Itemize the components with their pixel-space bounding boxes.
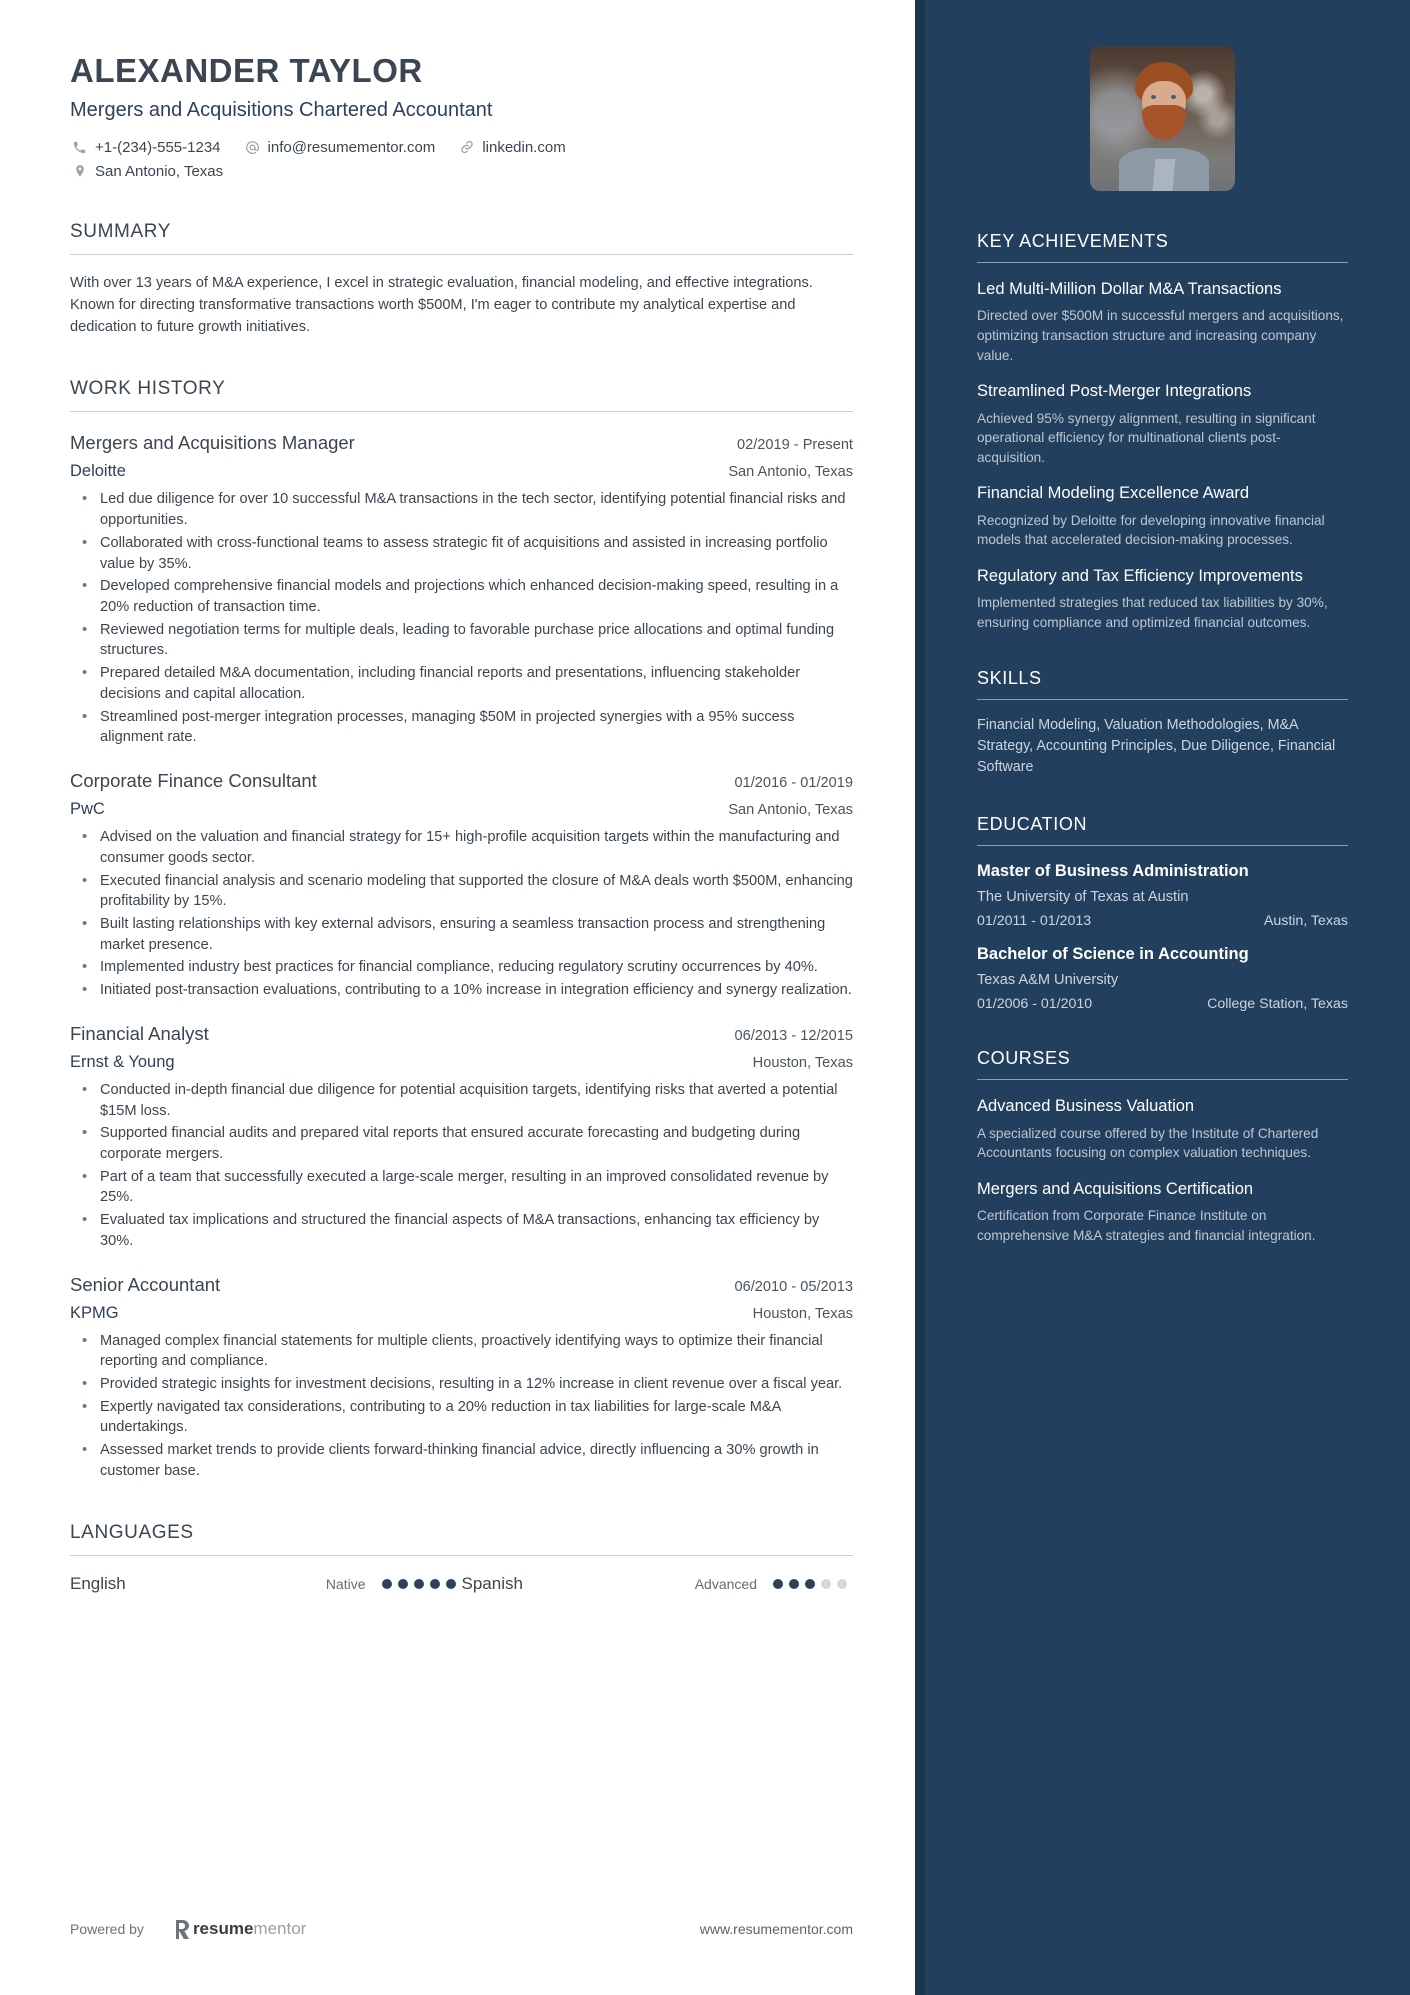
candidate-job-title: Mergers and Acquisitions Chartered Accountant [70, 98, 493, 121]
course-item [977, 1179, 1348, 1246]
proficiency-dot [398, 1579, 408, 1589]
achievement-item [977, 566, 1348, 633]
key-achievements-title: KEY ACHIEVEMENTS [977, 231, 1348, 263]
education-meta [977, 996, 1348, 1012]
education-location: College Station, Texas [1207, 996, 1348, 1013]
achievement-title: Streamlined Post-Merger Integrations [977, 382, 1252, 401]
education-dates: 01/2006 - 01/2010 [977, 996, 1093, 1013]
education-location: Austin, Texas [1263, 912, 1348, 929]
job-bullets [70, 489, 853, 748]
link-icon [457, 138, 476, 157]
proficiency-dot [821, 1579, 831, 1589]
achievement-description: Implemented strategies that reduced tax liabilities by 30%, ensuring compliance and optimized financial outcomes. [977, 595, 1328, 630]
job-entry [70, 1274, 853, 1482]
key-achievements-list [977, 279, 1348, 632]
candidate-name: ALEXANDER TAYLOR [70, 52, 423, 89]
powered-by-label: Powered by [70, 1921, 144, 1937]
contact-phone[interactable] [70, 138, 221, 157]
education-school: Texas A&M University [977, 972, 1119, 989]
job-bullet: • Evaluated tax implications and structured the financial aspects of M&A transactions, enhancing tax efficiency by 30%. [70, 1210, 853, 1251]
language-proficiency-dots [382, 1579, 462, 1589]
courses-section [977, 1048, 1348, 1245]
job-bullet: • Streamlined post-merger integration processes, managing $50M in projected synergies with a 95% success alignment rate. [70, 707, 853, 748]
course-title: Mergers and Acquisitions Certification [977, 1179, 1254, 1198]
language-level: Advanced [694, 1575, 757, 1592]
proficiency-dot [789, 1579, 799, 1589]
contact-linkedin[interactable] [457, 138, 565, 157]
education-degree: Bachelor of Science in Accounting [977, 944, 1249, 963]
skills-title: SKILLS [977, 668, 1348, 700]
proficiency-dot [837, 1579, 847, 1589]
job-bullets [70, 1331, 853, 1482]
education-dates: 01/2011 - 01/2013 [977, 912, 1092, 929]
contact-location [70, 162, 223, 181]
languages-list [70, 1574, 853, 1594]
job-header-row [70, 1274, 853, 1296]
job-dates: 06/2010 - 05/2013 [734, 1278, 853, 1295]
job-location: Houston, Texas [752, 1305, 853, 1322]
phone-icon [70, 138, 89, 157]
job-position: Financial Analyst [70, 1022, 209, 1044]
proficiency-dot [446, 1579, 456, 1589]
job-bullet: • Advised on the valuation and financial strategy for 15+ high-profile acquisition targets within the manufacturing and consumer goods sector. [70, 827, 853, 868]
contact-line-secondary [70, 162, 853, 181]
job-subheader-row [70, 1053, 853, 1072]
proficiency-dot [805, 1579, 815, 1589]
job-bullet: • Collaborated with cross-functional teams to assess strategic fit of acquisitions and assisted in increasing portfolio value by 35%. [70, 533, 853, 574]
languages-section [70, 1522, 853, 1594]
job-bullets [70, 1080, 853, 1252]
sidebar [915, 0, 1410, 1995]
job-subheader-row [70, 1304, 853, 1323]
contact-line-primary [70, 138, 853, 157]
achievement-description: Recognized by Deloitte for developing innovative financial models that accelerated decision-making processes. [977, 512, 1325, 548]
footer-website-url[interactable]: www.resumementor.com [699, 1921, 853, 1937]
job-header-row [70, 770, 853, 792]
jobs-list [70, 432, 853, 1481]
languages-section-title: LANGUAGES [70, 1522, 853, 1556]
job-position: Corporate Finance Consultant [70, 770, 317, 792]
job-entry [70, 432, 853, 748]
job-bullet: • Built lasting relationships with key external advisors, ensuring a seamless transaction process and strengthening market presence. [70, 914, 853, 955]
job-company: PwC [70, 800, 105, 819]
job-location: San Antonio, Texas [728, 802, 853, 819]
job-bullets [70, 827, 853, 1001]
contact-details [70, 138, 853, 181]
job-company: KPMG [70, 1303, 119, 1322]
achievement-title: Regulatory and Tax Efficiency Improvements [977, 566, 1303, 585]
course-title: Advanced Business Valuation [977, 1097, 1195, 1116]
sidebar-accent-stripe [915, 0, 925, 1995]
brand-name-strong: resume [192, 1919, 254, 1938]
job-bullet: • Conducted in-depth financial due diligence for potential acquisition targets, identifying risks that averted a potential $15M loss. [70, 1080, 853, 1121]
achievement-item [977, 279, 1348, 365]
job-dates: 01/2016 - 01/2019 [734, 775, 853, 792]
education-item [977, 861, 1348, 929]
course-item [977, 1096, 1348, 1163]
job-bullet: • Initiated post-transaction evaluations, contributing to a 10% increase in integration efficiency and synergy realization. [70, 980, 853, 1001]
education-degree: Master of Business Administration [977, 861, 1249, 880]
contact-phone-text: +1-(234)-555-1234 [95, 138, 221, 156]
job-dates: 06/2013 - 12/2015 [734, 1027, 853, 1044]
language-proficiency-dots [773, 1579, 853, 1589]
achievement-title: Led Multi-Million Dollar M&A Transactions [977, 280, 1282, 298]
job-bullet: • Developed comprehensive financial models and projections which enhanced decision-making speed, resulting in a 20% reduction of transaction time. [70, 576, 853, 617]
education-school: The University of Texas at Austin [977, 888, 1189, 905]
job-bullet: • Implemented industry best practices for financial compliance, reducing regulatory scrutiny occurrences by 40%. [70, 957, 853, 978]
contact-email[interactable] [243, 138, 436, 157]
job-position: Senior Accountant [70, 1273, 221, 1295]
courses-list [977, 1096, 1348, 1245]
job-bullet: • Provided strategic insights for investment decisions, resulting in a 12% increase in client revenue over a fiscal year. [70, 1374, 853, 1395]
achievement-item [977, 483, 1348, 550]
contact-linkedin-text: linkedin.com [482, 138, 566, 156]
work-history-section-title: WORK HISTORY [70, 378, 853, 412]
job-location: San Antonio, Texas [728, 464, 853, 481]
education-list [977, 861, 1348, 1013]
job-dates: 02/2019 - Present [736, 437, 853, 454]
job-entry [70, 1023, 853, 1252]
achievement-description: Achieved 95% synergy alignment, resulting in significant operational efficiency for multinational clients post-acquisition. [977, 410, 1316, 465]
skills-text: Financial Modeling, Valuation Methodologies, M&A Strategy, Accounting Principles, Due Diligence, Financial Software [977, 717, 1336, 775]
proficiency-dot [773, 1579, 783, 1589]
job-entry [70, 770, 853, 1001]
skills-section [977, 668, 1348, 777]
resumementor-logo [174, 1919, 306, 1939]
achievement-title: Financial Modeling Excellence Award [977, 484, 1250, 503]
education-meta [977, 913, 1348, 929]
education-title: EDUCATION [977, 814, 1348, 846]
course-description: A specialized course offered by the Institute of Chartered Accountants focusing on complex valuation techniques. [977, 1125, 1319, 1161]
location-pin-icon [70, 162, 89, 181]
job-header-row [70, 1023, 853, 1045]
contact-location-text: San Antonio, Texas [95, 162, 224, 180]
work-history-section [70, 378, 853, 1481]
job-bullet: • Assessed market trends to provide clients forward-thinking financial advice, directly influencing a 30% growth in customer base. [70, 1440, 853, 1481]
proficiency-dot [414, 1579, 424, 1589]
job-bullet: • Reviewed negotiation terms for multiple deals, leading to favorable purchase price allocations and optimal funding structures. [70, 620, 853, 661]
job-bullet: • Part of a team that successfully executed a large-scale merger, resulting in an improved consolidated revenue by 25%. [70, 1167, 853, 1208]
language-item [462, 1574, 854, 1594]
page-footer [70, 1919, 853, 1939]
course-description: Certification from Corporate Finance Institute on comprehensive M&A strategies and financial integration. [977, 1208, 1316, 1243]
language-item [70, 1574, 462, 1594]
proficiency-dot [430, 1579, 440, 1589]
job-subheader-row [70, 462, 853, 481]
job-bullet: • Led due diligence for over 10 successful M&A transactions in the tech sector, identifying potential financial risks and opportunities. [70, 489, 853, 530]
job-header-row [70, 432, 853, 454]
job-bullet: • Prepared detailed M&A documentation, including financial reports and presentations, influencing stakeholder decisions and capital allocation. [70, 663, 853, 704]
contact-email-text: info@resumementor.com [267, 138, 436, 156]
profile-photo-wrap [977, 0, 1348, 191]
achievement-item [977, 381, 1348, 467]
job-company: Deloitte [70, 462, 126, 481]
education-section [977, 814, 1348, 1013]
key-achievements-section [977, 231, 1348, 632]
courses-title: COURSES [977, 1048, 1348, 1080]
job-bullet: • Supported financial audits and prepared vital reports that ensured accurate forecasting and budgeting during corporate mergers. [70, 1123, 853, 1164]
job-position: Mergers and Acquisitions Manager [70, 432, 355, 454]
at-sign-icon [243, 138, 262, 157]
language-name: Spanish [461, 1573, 523, 1593]
job-bullet: • Expertly navigated tax considerations, contributing to a 20% reduction in tax liabilities for large-scale M&A undertakings. [70, 1397, 853, 1438]
resumementor-mark-icon [174, 1920, 189, 1939]
job-company: Ernst & Young [70, 1052, 175, 1071]
summary-text: With over 13 years of M&A experience, I excel in strategic evaluation, financial modeling, and effective integrations. Known for directing transformative transactions worth $500M, I'm eager to contribute my analytical expertise and dedication to future growth initiatives. [70, 274, 813, 336]
brand-name-light: mentor [253, 1919, 307, 1938]
profile-photo [1090, 46, 1235, 191]
summary-section-title: SUMMARY [70, 221, 853, 255]
job-bullet: • Managed complex financial statements for multiple clients, proactively identifying ways to optimize their financial reporting and compliance. [70, 1331, 853, 1372]
job-subheader-row [70, 800, 853, 819]
language-name: English [70, 1573, 126, 1593]
powered-by-block [70, 1919, 306, 1939]
proficiency-dot [382, 1579, 392, 1589]
summary-section [70, 221, 853, 339]
education-item [977, 944, 1348, 1012]
job-location: Houston, Texas [752, 1054, 853, 1071]
photo-collar [1152, 159, 1175, 191]
language-level: Native [325, 1575, 366, 1592]
job-bullet: • Executed financial analysis and scenario modeling that supported the closure of M&A deals worth $500M, enhancing profitability by 15%. [70, 871, 853, 912]
achievement-description: Directed over $500M in successful mergers and acquisitions, optimizing transaction structure and increasing company value. [977, 308, 1344, 363]
